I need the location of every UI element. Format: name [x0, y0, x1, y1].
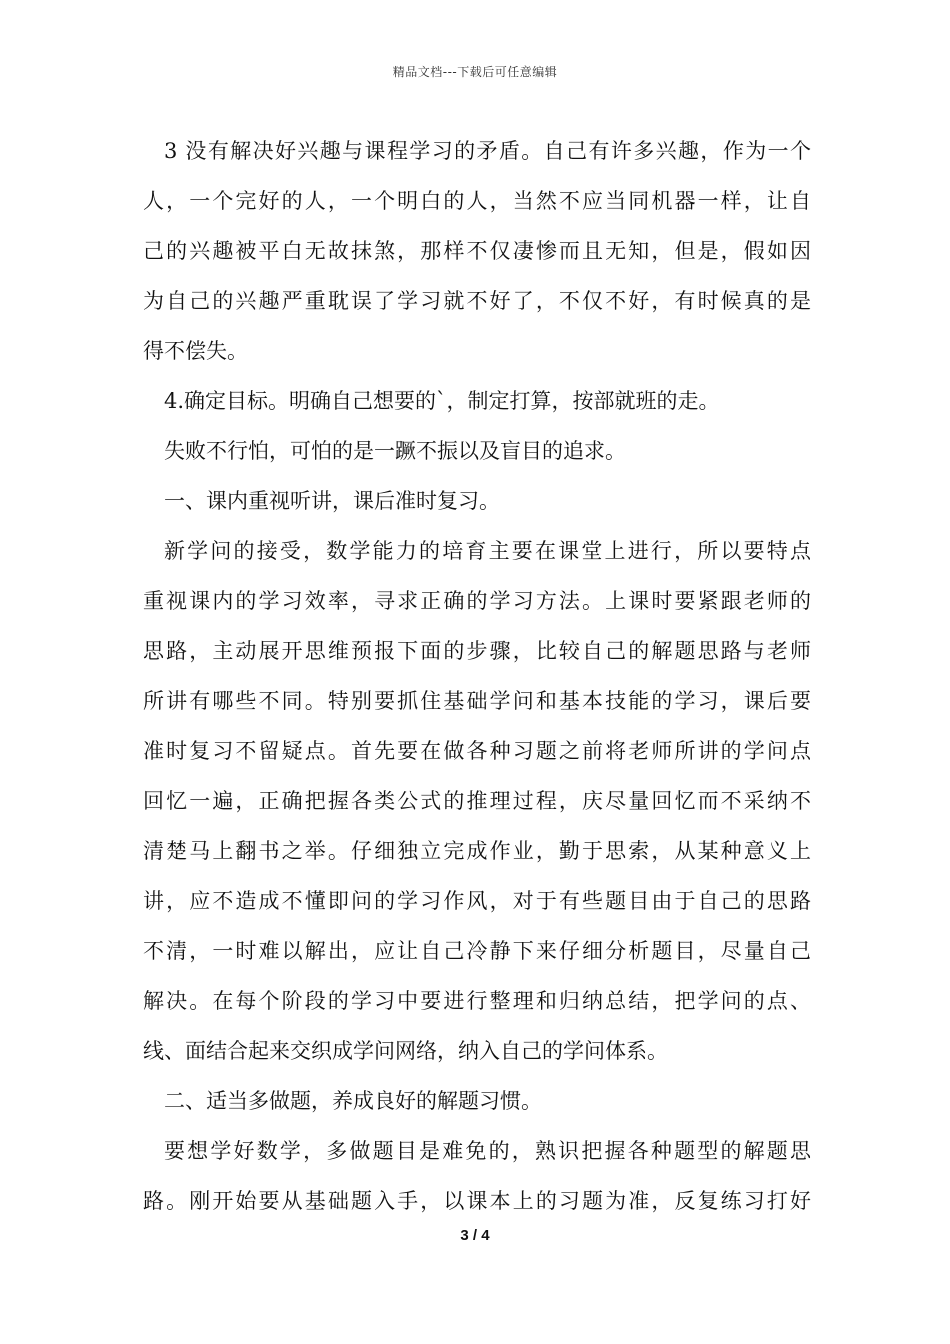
paragraph-line: 清楚马上翻书之举。仔细独立完成作业，勤于思索，从某种意义上	[143, 839, 811, 863]
paragraph-line: 回忆一遍，正确把握各类公式的推理过程，庆尽量回忆而不采纳不	[143, 789, 811, 813]
paragraph-line: 失败不行怕，可怕的是一蹶不振以及盲目的追求。	[164, 439, 626, 463]
page-number: 3 / 4	[460, 1227, 490, 1244]
paragraph-line: 讲，应不造成不懂即问的学习作风，对于有些题目由于自己的思路	[143, 889, 811, 913]
paragraph-line: 路。刚开始要从基础题入手，以课本上的习题为准，反复练习打好	[143, 1189, 811, 1213]
paragraph-line: 人，一个完好的人，一个明白的人，当然不应当同机器一样，让自	[143, 189, 811, 213]
paragraph-line: 己的兴趣被平白无故抹煞，那样不仅凄惨而且无知，但是，假如因	[143, 239, 811, 263]
section-heading: 一、课内重视听讲，课后准时复习。	[164, 489, 500, 513]
paragraph-line: 所讲有哪些不同。特别要抓住基础学问和基本技能的学习，课后要	[143, 689, 811, 713]
section-heading: 二、适当多做题，养成良好的解题习惯。	[164, 1089, 542, 1113]
paragraph-line: 新学问的接受，数学能力的培育主要在课堂上进行，所以要特点	[164, 539, 811, 563]
paragraph-line: 不清，一时难以解出，应让自己冷静下来仔细分析题目，尽量自己	[143, 939, 811, 963]
paragraph-line: 3 没有解决好兴趣与课程学习的矛盾。自己有许多兴趣，作为一个	[164, 139, 811, 163]
paragraph-line: 为自己的兴趣严重耽误了学习就不好了，不仅不好，有时候真的是	[143, 289, 811, 313]
document-body	[143, 126, 811, 1226]
paragraph-line: 4.确定目标。明确自己想要的`，制定打算，按部就班的走。	[164, 389, 720, 413]
paragraph-line: 线、面结合起来交织成学问网络，纳入自己的学问体系。	[143, 1039, 668, 1063]
paragraph-line: 思路，主动展开思维预报下面的步骤，比较自己的解题思路与老师	[143, 639, 811, 663]
paragraph-line: 得不偿失。	[143, 339, 248, 363]
page-header: 精品文档---下载后可任意编辑	[392, 65, 558, 79]
paragraph-line: 解决。在每个阶段的学习中要进行整理和归纳总结，把学问的点、	[143, 989, 811, 1013]
paragraph-line: 要想学好数学，多做题目是难免的，熟识把握各种题型的解题思	[164, 1139, 811, 1163]
paragraph-line: 准时复习不留疑点。首先要在做各种习题之前将老师所讲的学问点	[143, 739, 811, 763]
paragraph-line: 重视课内的学习效率，寻求正确的学习方法。上课时要紧跟老师的	[143, 589, 811, 613]
